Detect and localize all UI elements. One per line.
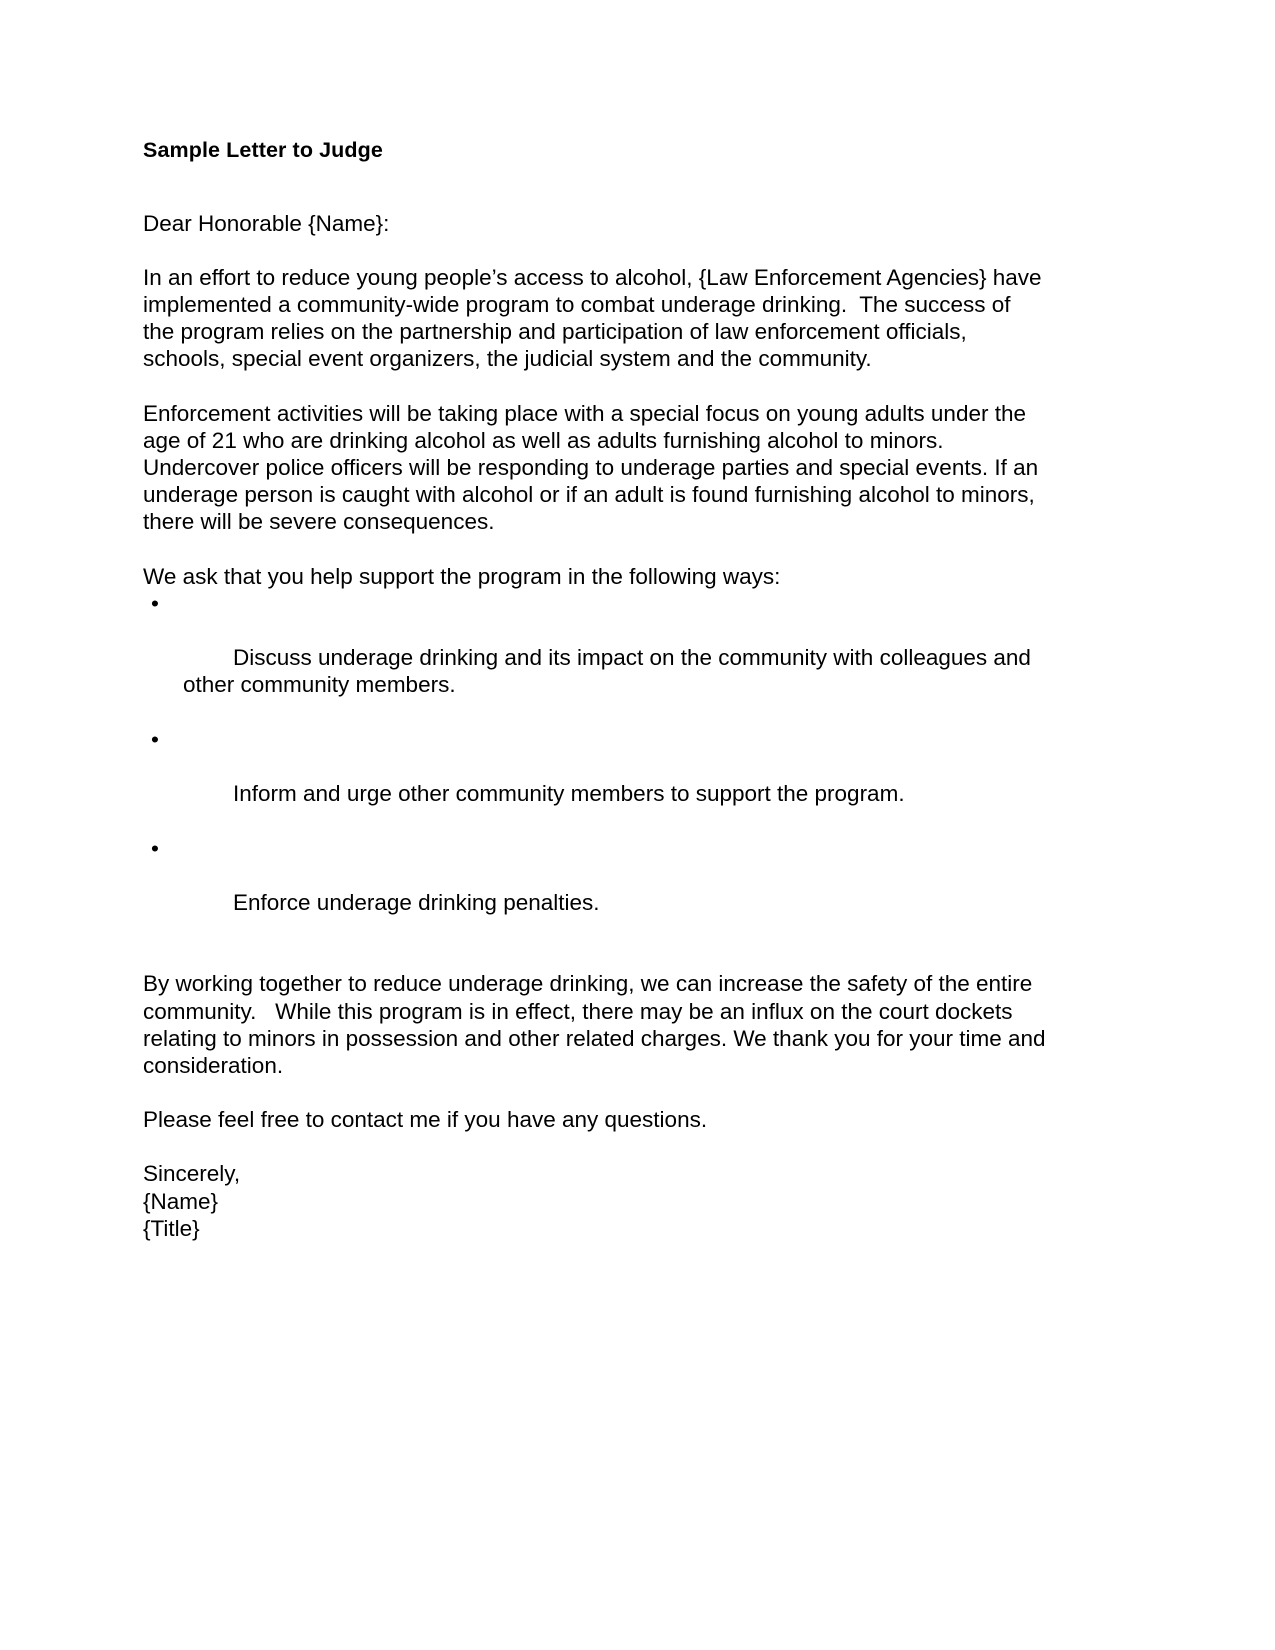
- list-intro: We ask that you help support the program in the following ways:: [143, 563, 781, 589]
- bullet-icon: •: [151, 590, 159, 616]
- bullet-icon: •: [151, 726, 159, 752]
- salutation: Dear Honorable {Name}:: [143, 210, 390, 236]
- paragraph-contact: Please feel free to contact me if you have any questions.: [143, 1107, 708, 1133]
- spacer: [143, 373, 1048, 400]
- spacer: [143, 943, 1048, 970]
- paragraph-intro: In an effort to reduce young people’s access to alcohol, {Law Enforcement Agencies} have implemented a community-wide program to combat underage drinking. The success of the program relies on the partnership and participation of law enforcement officials, schools, special event organizers, the judicial system and the community.: [143, 264, 1048, 372]
- paragraph-closing: By working together to reduce underage drinking, we can increase the safety of the entire community. While this program is in effect, there may be an influx on the court dockets relating to minors in possession and other related charges. We thank you for your time and consideration.: [143, 971, 1052, 1079]
- list-item: [143, 726, 1048, 835]
- bullet-icon: •: [151, 835, 159, 861]
- page-title: Sample Letter to Judge: [143, 138, 383, 162]
- signature-name: {Name}: [143, 1188, 219, 1214]
- paragraph-enforcement: Enforcement activities will be taking place with a special focus on young adults under the age of 21 who are drinking alcohol as well as adults furnishing alcohol to minors. Undercover police officers will be responding to underage parties and special events. If an underage person is caught with alcohol or if an adult is found furnishing alcohol to minors, there will be severe consequences.: [143, 400, 1045, 535]
- list-item-label: Discuss underage drinking and its impact on the community with colleagues and other community members.: [183, 645, 1038, 698]
- spacer: [143, 1133, 1048, 1160]
- signature-title: {Title}: [143, 1215, 200, 1241]
- signature-closing: Sincerely,: [143, 1161, 241, 1187]
- list-item: [143, 835, 1048, 944]
- support-ways-list: [143, 590, 1048, 944]
- letter-body: [143, 138, 1052, 1242]
- list-item: [143, 590, 1048, 726]
- title-spacer: [143, 164, 1048, 210]
- list-item-label: Inform and urge other community members to support the program.: [233, 781, 905, 807]
- spacer: [143, 1079, 1048, 1106]
- spacer: [143, 237, 1048, 264]
- signature-block: [143, 1160, 1048, 1242]
- list-item-label: Enforce underage drinking penalties.: [233, 890, 600, 916]
- spacer: [143, 536, 1048, 563]
